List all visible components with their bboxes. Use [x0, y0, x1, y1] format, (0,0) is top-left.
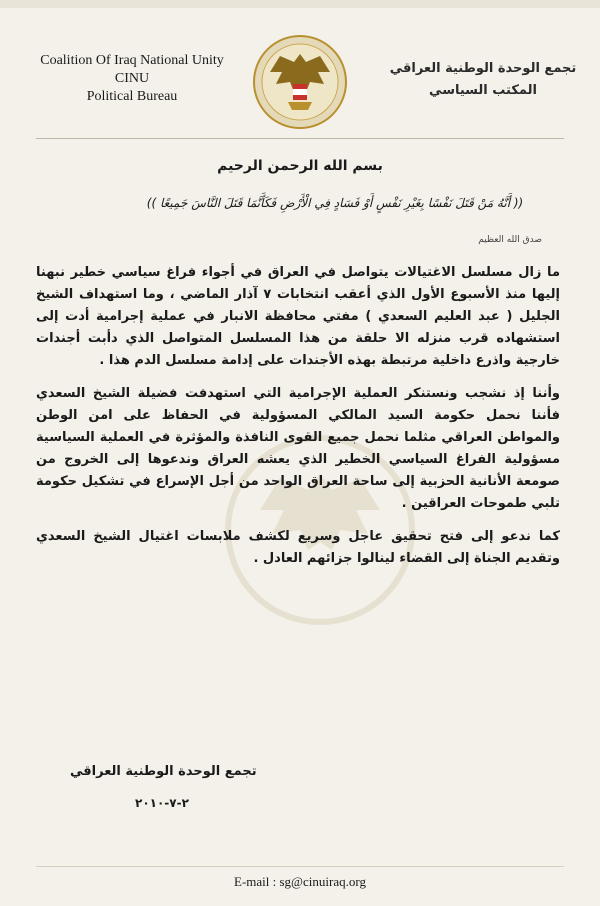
quran-verse: (( أَنَّهُ مَنْ قَتَلَ نَفْسًا بِغَيْرِ نَفْسٍ أَوْ فَسَادٍ فِي الْأَرْضِ فَكَأَنَّمَا قَتَلَ النَّاسَ جَمِيعًا )) [146, 196, 524, 210]
bureau-name-english: Political Bureau [86, 89, 178, 104]
header-divider [36, 138, 564, 139]
org-name-english: Coalition Of Iraq National Unity [40, 53, 224, 68]
bureau-name-arabic: المكتب السياسي [429, 83, 537, 98]
org-name-arabic: تجمع الوحدة الوطنية العراقي [389, 61, 577, 76]
eagle-emblem-icon [250, 32, 350, 132]
basmala: بسم الله الرحمن الرحيم [217, 158, 383, 174]
signature-date: ٢-٧-٢٠١٠ [135, 796, 189, 810]
paragraph-1: ما زال مسلسل الاغتيالات يتواصل في العراق في أجواء فراغ سياسي خطير نبهنا إليها منذ الأسبوع الأول الذي أعقب انتخابات ٧ آذار الماضي ، وما استهداف الشيخ الجليل ( عبد العليم السعدي ) مفتي محافظة الانبار في عملية إجرامية أدت إلى استشهاده قرب منزله الا حلقة من هذا المسلسل المتواصل الذي دأبت أجندات خارجية واذرع داخلية مرتبطة بهذه الأجندات على إدامة مسلسل الدم هذا . [36, 265, 560, 368]
paragraph-3: كما ندعو إلى فتح تحقيق عاجل وسريع لكشف ملابسات اغتيال الشيخ السعدي وتقديم الجناة إلى القضاء لينالوا جزائهم العادل . [36, 529, 560, 566]
letter-body [36, 262, 560, 581]
signature-name: تجمع الوحدة الوطنية العراقي [70, 764, 257, 779]
paragraph-2: وأننا إذ نشجب ونستنكر العملية الإجرامية التي استهدفت فضيلة الشيخ السعدي فأننا نحمل حكومة السيد المالكي المسؤولية في الحفاظ على امن الوطن والمواطن العراقي مثلما نحمل جميع القوى النافذة والمؤثرة في العملية السياسية مسؤولية الفراغ السياسي الخطير الذي يعشه العراق وندعوها إلى الخروج من صومعة الأنانية الحزبية إلى ساحة العراق الواحد من أجل الإسراع في تشكيل حكومة تلبي طموحات العراقين . [36, 386, 560, 511]
org-abbrev: CINU [114, 71, 150, 86]
verse-closing: صدق الله العظيم [478, 235, 542, 245]
header-english-block [32, 52, 232, 106]
header-arabic-block [388, 58, 578, 102]
footer-email[interactable]: E-mail : sg@cinuiraq.org [234, 874, 366, 889]
footer-divider [36, 866, 564, 867]
top-border [0, 0, 600, 8]
